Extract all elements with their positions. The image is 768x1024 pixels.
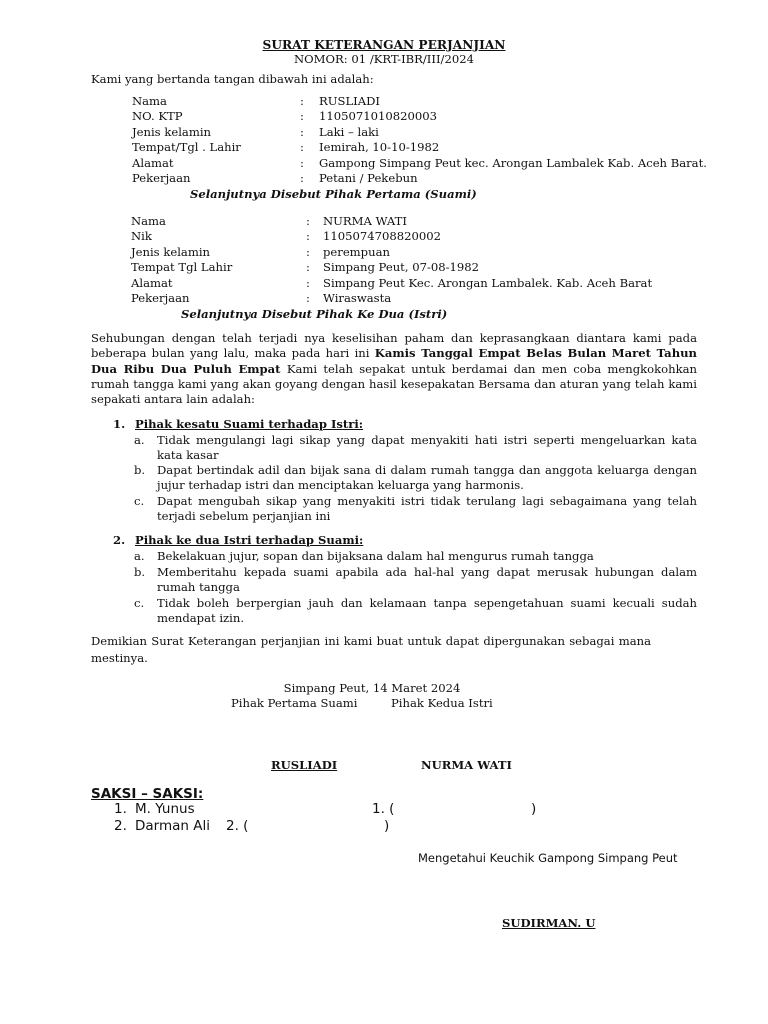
saksi-number: 2.	[114, 818, 127, 834]
identity-value: Iemirah, 10-10-1982	[319, 140, 440, 154]
document-title: SURAT KETERANGAN PERJANJIAN	[262, 38, 506, 52]
item-text: Tidak boleh berpergian jauh dan kelamaan tanpa sepengetahuan suami kecuali sudah mendapat izin.	[157, 596, 697, 625]
item-letter: a.	[134, 549, 145, 563]
pihak-kedua-caption: Selanjutnya Disebut Pihak Ke Dua (Istri)	[181, 307, 448, 321]
identity-colon: :	[306, 229, 310, 243]
section-number: 2.	[113, 533, 126, 547]
identity-label: Nik	[131, 229, 152, 243]
identity-value: Wiraswasta	[323, 291, 392, 305]
identity-value: Simpang Peut Kec. Arongan Lambalek. Kab. Aceh Barat	[323, 276, 653, 290]
item-letter: c.	[134, 596, 145, 610]
saksi-name: Darman Ali	[135, 818, 210, 834]
item-text: Bekelakuan jujur, sopan dan bijaksana dalam hal mengurus rumah tangga	[157, 549, 594, 563]
saksi-heading: SAKSI – SAKSI:	[91, 786, 204, 802]
sign-label-right: Pihak Kedua Istri	[391, 696, 493, 710]
section-heading: Pihak kesatu Suami terhadap Istri:	[135, 417, 364, 431]
identity-value: Laki – laki	[319, 125, 379, 139]
identity-value: NURMA WATI	[323, 214, 407, 228]
identity-value: RUSLIADI	[319, 94, 380, 108]
identity-colon: :	[306, 276, 310, 290]
identity-label: Tempat Tgl Lahir	[131, 260, 233, 274]
item-letter: b.	[134, 565, 146, 579]
identity-label: Jenis kelamin	[131, 245, 210, 259]
closing-paragraph: Demikian Surat Keterangan perjanjian ini kami buat untuk dapat dipergunakan sebagai mana mestinya.	[91, 634, 651, 665]
identity-colon: :	[300, 109, 304, 123]
identity-colon: :	[300, 171, 304, 185]
saksi-name: M. Yunus	[135, 801, 195, 817]
saksi-sign-close: )	[384, 818, 390, 834]
sign-name-right: NURMA WATI	[421, 758, 512, 772]
mengetahui-text: Mengetahui Keuchik Gampong Simpang Peut	[418, 851, 678, 865]
agreement-paragraph	[91, 331, 697, 407]
pihak-pertama-caption: Selanjutnya Disebut Pihak Pertama (Suami)	[190, 187, 477, 201]
intro-text: Kami yang bertanda tangan dibawah ini adalah:	[91, 72, 374, 86]
identity-colon: :	[300, 140, 304, 154]
saksi-number: 1.	[114, 801, 127, 817]
item-text: Memberitahu kepada suami apabila ada hal-hal yang dapat merusak hubungan dalam rumah tangga	[157, 565, 697, 594]
identity-colon: :	[306, 214, 310, 228]
identity-colon: :	[300, 156, 304, 170]
identity-value: 1105071010820003	[319, 109, 438, 123]
item-letter: c.	[134, 494, 145, 508]
saksi-sign-open: 2. (	[226, 818, 249, 834]
item-letter: b.	[134, 463, 146, 477]
item-text: Dapat mengubah sikap yang menyakiti istri tidak terulang lagi sebagaimana yang telah terjadi sebelum perjanjian ini	[157, 494, 697, 523]
keuchik-name: SUDIRMAN. U	[502, 916, 596, 930]
place-date: Simpang Peut, 14 Maret 2024	[283, 681, 461, 695]
paragraph-date-bold: Kamis Tanggal Empat Belas Bulan Maret Tahun Dua Ribu Dua Puluh Empat	[91, 346, 697, 376]
identity-label: Jenis kelamin	[132, 125, 211, 139]
identity-value: Petani / Pekebun	[319, 171, 418, 185]
section-number: 1.	[113, 417, 126, 431]
document-number: NOMOR: 01 /KRT-IBR/III/2024	[294, 52, 474, 66]
identity-value: perempuan	[323, 245, 390, 259]
identity-label: Nama	[132, 94, 167, 108]
identity-label: NO. KTP	[132, 109, 183, 123]
item-text: Dapat bertindak adil dan bijak sana di dalam rumah tangga dan anggota keluarga dengan jujur terhadap istri dan menciptakan keluarga yang harmonis.	[157, 463, 697, 492]
paragraph-text: Kami telah sepakat untuk berdamai dan men coba mengkokohkan rumah tangga kami yang akan goyang dengan hasil kesepakatan Bersama dan aturan yang telah kami sepakati antara lain adalah:	[91, 361, 698, 407]
identity-label: Alamat	[131, 276, 173, 290]
saksi-sign-open: 1. (	[372, 801, 395, 817]
identity-colon: :	[306, 260, 310, 274]
identity-value: Gampong Simpang Peut kec. Arongan Lambalek Kab. Aceh Barat.	[319, 156, 707, 170]
identity-colon: :	[306, 245, 310, 259]
identity-label: Nama	[131, 214, 166, 228]
identity-colon: :	[306, 291, 310, 305]
identity-label: Tempat/Tgl . Lahir	[132, 140, 241, 154]
identity-label: Pekerjaan	[132, 171, 191, 185]
identity-value: 1105074708820002	[323, 229, 442, 243]
item-text: Tidak mengulangi lagi sikap yang dapat menyakiti hati istri seperti mengeluarkan kata kata kasar	[157, 433, 697, 462]
identity-colon: :	[300, 94, 304, 108]
paragraph-text: Sehubungan dengan telah terjadi nya keselisihan paham dan keprasangkaan diantara kami pada beberapa bulan yang lalu, maka pada hari ini	[91, 331, 697, 361]
section-heading: Pihak ke dua Istri terhadap Suami:	[135, 533, 364, 547]
identity-label: Pekerjaan	[131, 291, 190, 305]
sign-name-left: RUSLIADI	[271, 758, 338, 772]
saksi-sign-close: )	[531, 801, 537, 817]
sign-label-left: Pihak Pertama Suami	[231, 696, 358, 710]
identity-label: Alamat	[132, 156, 174, 170]
identity-colon: :	[300, 125, 304, 139]
item-letter: a.	[134, 433, 145, 447]
identity-value: Simpang Peut, 07-08-1982	[323, 260, 480, 274]
